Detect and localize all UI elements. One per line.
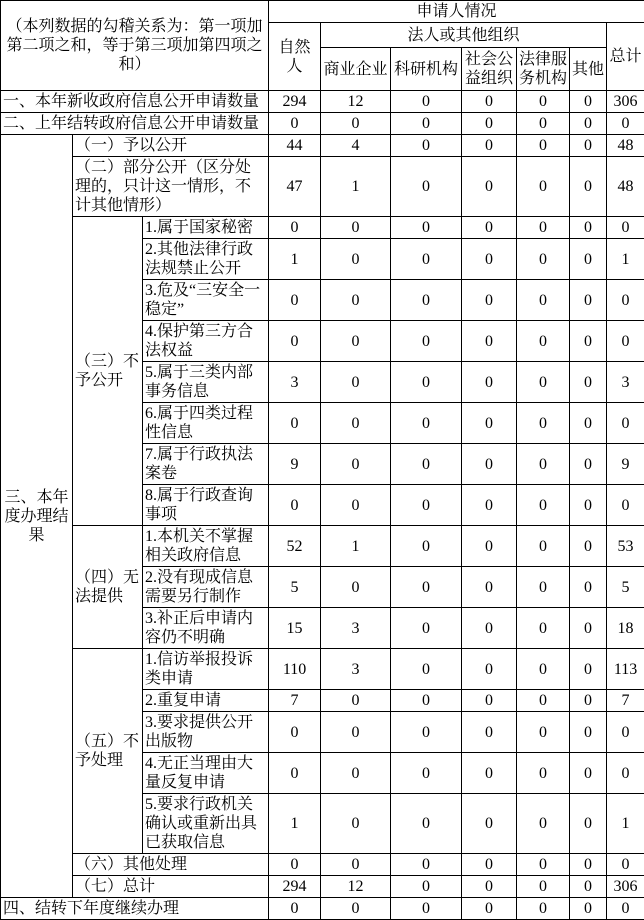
value-cell: 0 bbox=[462, 362, 517, 403]
value-cell: 0 bbox=[570, 854, 607, 876]
value-cell: 0 bbox=[570, 113, 607, 135]
value-cell: 0 bbox=[462, 217, 517, 239]
row-label-unclear-after-amend: 3.补正后申请内容仍不明确 bbox=[143, 608, 269, 649]
value-cell: 0 bbox=[391, 321, 462, 362]
value-cell: 0 bbox=[570, 608, 607, 649]
value-cell: 0 bbox=[462, 649, 517, 690]
value-cell: 0 bbox=[570, 157, 607, 217]
row-label-other-handling: （六）其他处理 bbox=[73, 854, 269, 876]
value-cell: 0 bbox=[462, 898, 517, 920]
row-label-subtotal: （七）总计 bbox=[73, 876, 269, 898]
value-cell: 0 bbox=[517, 444, 570, 485]
table-row bbox=[1, 113, 644, 135]
value-cell: 0 bbox=[462, 113, 517, 135]
value-cell: 0 bbox=[391, 157, 462, 217]
value-cell: 3 bbox=[269, 362, 321, 403]
value-cell: 0 bbox=[321, 485, 391, 526]
value-cell: 15 bbox=[269, 608, 321, 649]
value-cell: 0 bbox=[321, 362, 391, 403]
value-cell: 0 bbox=[517, 362, 570, 403]
row-label-process-info: 6.属于四类过程性信息 bbox=[143, 403, 269, 444]
row-label-publications: 3.要求提供公开出版物 bbox=[143, 712, 269, 753]
value-cell: 0 bbox=[321, 898, 391, 920]
value-cell: 53 bbox=[607, 526, 644, 567]
value-cell: 0 bbox=[321, 712, 391, 753]
value-cell: 47 bbox=[269, 157, 321, 217]
value-cell: 0 bbox=[391, 113, 462, 135]
table-row bbox=[1, 854, 644, 876]
value-cell: 0 bbox=[570, 649, 607, 690]
header-org-type-business: 商业企业 bbox=[321, 48, 391, 91]
value-cell: 0 bbox=[321, 753, 391, 794]
value-cell: 0 bbox=[570, 567, 607, 608]
value-cell: 0 bbox=[462, 403, 517, 444]
value-cell: 0 bbox=[462, 321, 517, 362]
value-cell: 0 bbox=[517, 113, 570, 135]
row-label-carried-over: 二、上年结转政府信息公开申请数量 bbox=[1, 113, 269, 135]
value-cell: 0 bbox=[607, 217, 644, 239]
value-cell: 0 bbox=[517, 608, 570, 649]
note-cell: （本列数据的勾稽关系为：第一项加第二项之和，等于第三项加第四项之和） bbox=[1, 1, 269, 91]
value-cell: 0 bbox=[269, 217, 321, 239]
header-row-1 bbox=[1, 1, 644, 23]
value-cell: 0 bbox=[570, 403, 607, 444]
value-cell: 0 bbox=[391, 608, 462, 649]
row-label-state-secret: 1.属于国家秘密 bbox=[143, 217, 269, 239]
value-cell: 0 bbox=[391, 898, 462, 920]
value-cell: 0 bbox=[462, 854, 517, 876]
value-cell: 9 bbox=[607, 444, 644, 485]
value-cell: 0 bbox=[570, 898, 607, 920]
value-cell: 0 bbox=[391, 567, 462, 608]
value-cell: 0 bbox=[391, 91, 462, 113]
group-label-no-process: （五）不予处理 bbox=[73, 649, 143, 854]
value-cell: 0 bbox=[517, 135, 570, 157]
table-row bbox=[1, 526, 644, 567]
value-cell: 0 bbox=[462, 526, 517, 567]
value-cell: 113 bbox=[607, 649, 644, 690]
table-row bbox=[1, 649, 644, 690]
value-cell: 48 bbox=[607, 157, 644, 217]
value-cell: 0 bbox=[269, 280, 321, 321]
value-cell: 0 bbox=[607, 280, 644, 321]
value-cell: 0 bbox=[570, 91, 607, 113]
value-cell: 0 bbox=[607, 485, 644, 526]
value-cell: 1 bbox=[269, 794, 321, 854]
value-cell: 0 bbox=[517, 91, 570, 113]
value-cell: 0 bbox=[269, 403, 321, 444]
value-cell: 0 bbox=[517, 753, 570, 794]
value-cell: 0 bbox=[607, 113, 644, 135]
table-row bbox=[1, 135, 644, 157]
value-cell: 0 bbox=[462, 280, 517, 321]
value-cell: 0 bbox=[517, 690, 570, 712]
value-cell: 0 bbox=[462, 157, 517, 217]
value-cell: 0 bbox=[462, 239, 517, 280]
row-label-confirm-reissue: 5.要求行政机关确认或重新出具已获取信息 bbox=[143, 794, 269, 854]
value-cell: 0 bbox=[462, 135, 517, 157]
value-cell: 0 bbox=[462, 876, 517, 898]
value-cell: 0 bbox=[391, 217, 462, 239]
value-cell: 5 bbox=[269, 567, 321, 608]
value-cell: 0 bbox=[607, 403, 644, 444]
value-cell: 0 bbox=[517, 526, 570, 567]
value-cell: 0 bbox=[570, 280, 607, 321]
table-row bbox=[1, 157, 644, 217]
value-cell: 0 bbox=[269, 753, 321, 794]
value-cell: 0 bbox=[517, 239, 570, 280]
value-cell: 0 bbox=[517, 854, 570, 876]
row-label-other-laws: 2.其他法律行政法规禁止公开 bbox=[143, 239, 269, 280]
row-label-carry-next-year: 四、结转下年度继续办理 bbox=[1, 898, 269, 920]
value-cell: 1 bbox=[607, 794, 644, 854]
value-cell: 0 bbox=[321, 403, 391, 444]
value-cell: 5 bbox=[607, 567, 644, 608]
value-cell: 0 bbox=[321, 239, 391, 280]
value-cell: 0 bbox=[321, 217, 391, 239]
value-cell: 0 bbox=[607, 854, 644, 876]
value-cell: 0 bbox=[517, 217, 570, 239]
value-cell: 0 bbox=[570, 753, 607, 794]
value-cell: 0 bbox=[607, 753, 644, 794]
value-cell: 0 bbox=[570, 794, 607, 854]
row-label-petition-complaint: 1.信访举报投诉类申请 bbox=[143, 649, 269, 690]
value-cell: 0 bbox=[269, 113, 321, 135]
value-cell: 0 bbox=[570, 362, 607, 403]
value-cell: 0 bbox=[462, 608, 517, 649]
value-cell: 0 bbox=[391, 690, 462, 712]
row-label-new-received: 一、本年新收政府信息公开申请数量 bbox=[1, 91, 269, 113]
row-label-not-held: 1.本机关不掌握相关政府信息 bbox=[143, 526, 269, 567]
row-label-granted: （一）予以公开 bbox=[73, 135, 269, 157]
value-cell: 0 bbox=[570, 135, 607, 157]
value-cell: 0 bbox=[321, 280, 391, 321]
value-cell: 0 bbox=[462, 91, 517, 113]
value-cell: 0 bbox=[462, 712, 517, 753]
value-cell: 0 bbox=[462, 444, 517, 485]
value-cell: 0 bbox=[517, 280, 570, 321]
header-org-type-research: 科研机构 bbox=[391, 48, 462, 91]
value-cell: 0 bbox=[517, 794, 570, 854]
value-cell: 0 bbox=[517, 898, 570, 920]
value-cell: 0 bbox=[517, 567, 570, 608]
value-cell: 110 bbox=[269, 649, 321, 690]
value-cell: 0 bbox=[391, 876, 462, 898]
header-applicant-situation: 申请人情况 bbox=[269, 1, 644, 23]
header-org-type-public-welfare: 社会公益组织 bbox=[462, 48, 517, 91]
value-cell: 0 bbox=[321, 690, 391, 712]
value-cell: 0 bbox=[517, 403, 570, 444]
value-cell: 0 bbox=[269, 712, 321, 753]
value-cell: 0 bbox=[462, 690, 517, 712]
value-cell: 306 bbox=[607, 876, 644, 898]
value-cell: 1 bbox=[321, 157, 391, 217]
row-label-admin-query: 8.属于行政查询事项 bbox=[143, 485, 269, 526]
value-cell: 0 bbox=[269, 854, 321, 876]
value-cell: 0 bbox=[570, 444, 607, 485]
value-cell: 4 bbox=[321, 135, 391, 157]
value-cell: 0 bbox=[517, 712, 570, 753]
header-natural-person: 自然人 bbox=[269, 23, 321, 91]
value-cell: 0 bbox=[391, 753, 462, 794]
value-cell: 0 bbox=[391, 794, 462, 854]
value-cell: 0 bbox=[321, 567, 391, 608]
value-cell: 294 bbox=[269, 91, 321, 113]
value-cell: 0 bbox=[391, 649, 462, 690]
row-label-endanger: 3.危及“三安全一稳定” bbox=[143, 280, 269, 321]
value-cell: 0 bbox=[321, 444, 391, 485]
value-cell: 7 bbox=[607, 690, 644, 712]
value-cell: 3 bbox=[321, 608, 391, 649]
value-cell: 0 bbox=[570, 526, 607, 567]
value-cell: 0 bbox=[391, 444, 462, 485]
value-cell: 0 bbox=[321, 113, 391, 135]
value-cell: 0 bbox=[570, 217, 607, 239]
value-cell: 9 bbox=[269, 444, 321, 485]
value-cell: 0 bbox=[462, 753, 517, 794]
group-label-unable-provide: （四）无法提供 bbox=[73, 526, 143, 649]
value-cell: 0 bbox=[321, 321, 391, 362]
table-row bbox=[1, 217, 644, 239]
value-cell: 294 bbox=[269, 876, 321, 898]
value-cell: 52 bbox=[269, 526, 321, 567]
value-cell: 18 bbox=[607, 608, 644, 649]
value-cell: 0 bbox=[517, 157, 570, 217]
row-label-repeated: 2.重复申请 bbox=[143, 690, 269, 712]
group-label-refuse-disclosure: （三）不予公开 bbox=[73, 217, 143, 526]
value-cell: 0 bbox=[517, 485, 570, 526]
header-org-type-other: 其他 bbox=[570, 48, 607, 91]
value-cell: 7 bbox=[269, 690, 321, 712]
header-legal-or-other-org: 法人或其他组织 bbox=[321, 23, 607, 48]
value-cell: 0 bbox=[269, 898, 321, 920]
value-cell: 0 bbox=[570, 690, 607, 712]
value-cell: 0 bbox=[570, 321, 607, 362]
value-cell: 0 bbox=[462, 794, 517, 854]
value-cell: 1 bbox=[321, 526, 391, 567]
table-row bbox=[1, 91, 644, 113]
value-cell: 12 bbox=[321, 876, 391, 898]
value-cell: 0 bbox=[607, 712, 644, 753]
header-org-type-legal-service: 法律服务机构 bbox=[517, 48, 570, 91]
row-label-partial: （二）部分公开（区分处理的，只计这一情形，不计其他情形） bbox=[73, 157, 269, 217]
value-cell: 1 bbox=[269, 239, 321, 280]
value-cell: 306 bbox=[607, 91, 644, 113]
value-cell: 0 bbox=[570, 712, 607, 753]
value-cell: 1 bbox=[607, 239, 644, 280]
header-total: 总计 bbox=[607, 23, 644, 91]
value-cell: 0 bbox=[570, 876, 607, 898]
value-cell: 0 bbox=[391, 280, 462, 321]
value-cell: 3 bbox=[607, 362, 644, 403]
section-label-processing-results: 三、本年度办理结果 bbox=[1, 135, 73, 898]
value-cell: 0 bbox=[391, 403, 462, 444]
value-cell: 0 bbox=[391, 362, 462, 403]
value-cell: 0 bbox=[607, 898, 644, 920]
value-cell: 0 bbox=[269, 485, 321, 526]
value-cell: 0 bbox=[391, 485, 462, 526]
value-cell: 0 bbox=[607, 321, 644, 362]
value-cell: 0 bbox=[391, 135, 462, 157]
value-cell: 48 bbox=[607, 135, 644, 157]
value-cell: 0 bbox=[391, 854, 462, 876]
value-cell: 0 bbox=[321, 794, 391, 854]
row-label-enforcement-files: 7.属于行政执法案卷 bbox=[143, 444, 269, 485]
value-cell: 0 bbox=[570, 239, 607, 280]
value-cell: 3 bbox=[321, 649, 391, 690]
value-cell: 0 bbox=[269, 321, 321, 362]
table-row bbox=[1, 898, 644, 920]
value-cell: 0 bbox=[517, 321, 570, 362]
value-cell: 0 bbox=[517, 876, 570, 898]
value-cell: 44 bbox=[269, 135, 321, 157]
value-cell: 0 bbox=[570, 485, 607, 526]
row-label-internal-affairs: 5.属于三类内部事务信息 bbox=[143, 362, 269, 403]
value-cell: 0 bbox=[462, 567, 517, 608]
value-cell: 0 bbox=[462, 485, 517, 526]
value-cell: 0 bbox=[321, 854, 391, 876]
value-cell: 0 bbox=[517, 649, 570, 690]
value-cell: 12 bbox=[321, 91, 391, 113]
value-cell: 0 bbox=[391, 712, 462, 753]
value-cell: 0 bbox=[391, 239, 462, 280]
row-label-unjustified-repetitive: 4.无正当理由大量反复申请 bbox=[143, 753, 269, 794]
value-cell: 0 bbox=[391, 526, 462, 567]
row-label-no-existing: 2.没有现成信息需要另行制作 bbox=[143, 567, 269, 608]
row-label-third-party: 4.保护第三方合法权益 bbox=[143, 321, 269, 362]
